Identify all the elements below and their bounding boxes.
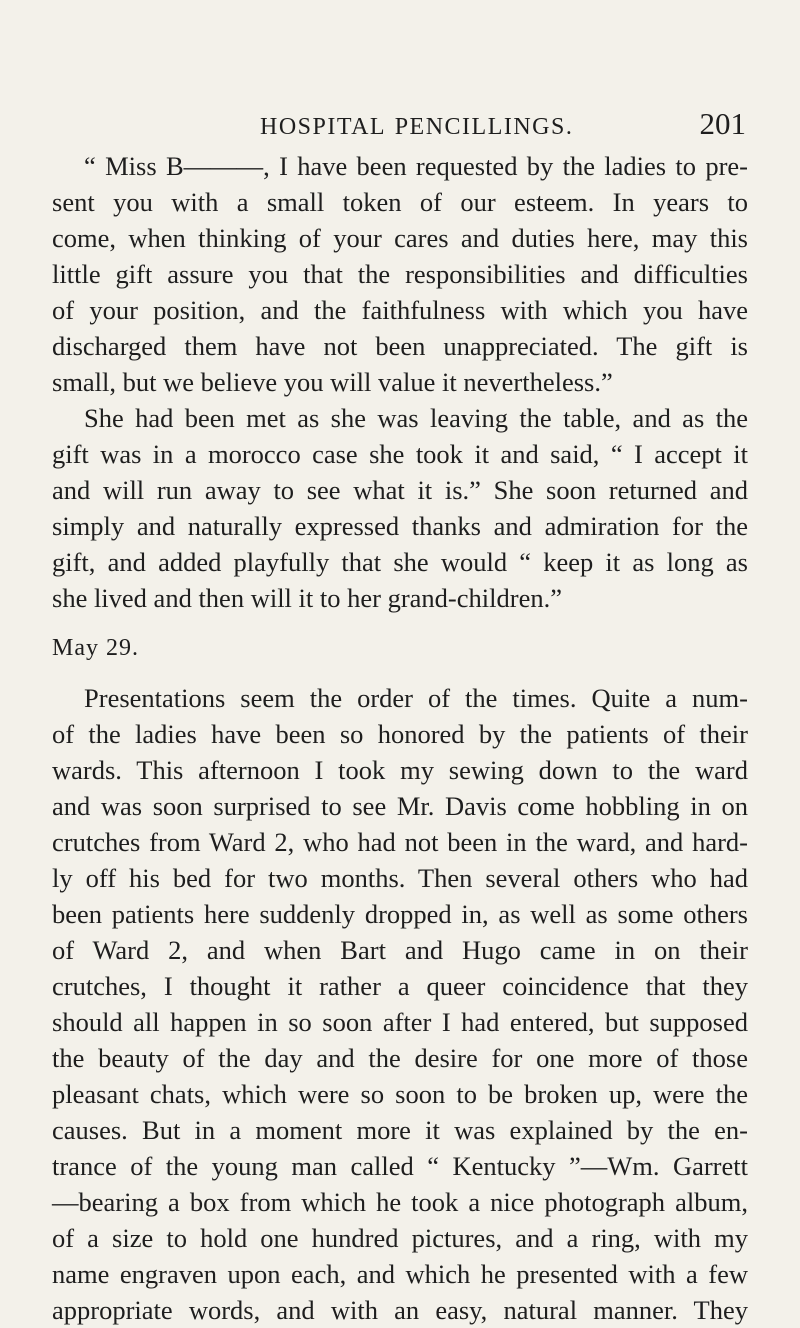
text-line: come, when thinking of your cares and duties here, may this xyxy=(52,223,748,253)
paragraph-presentations xyxy=(52,680,748,1328)
spacer xyxy=(52,666,748,680)
text-line: been patients here suddenly dropped in, as well as some others xyxy=(52,899,748,929)
text-line: gift was in a morocco case she took it and said, “ I accept it xyxy=(52,439,748,469)
text-line: of a size to hold one hundred pictures, and a ring, with my xyxy=(52,1223,748,1253)
text-line: the beauty of the day and the desire for one more of those xyxy=(52,1043,748,1073)
text-line: of the ladies have been so honored by the patients of their xyxy=(52,719,748,749)
text-line: simply and naturally expressed thanks and admiration for the xyxy=(52,511,748,541)
text-line: she lived and then will it to her grand-children.” xyxy=(52,583,562,613)
text-line: She had been met as she was leaving the table, and as the xyxy=(84,403,748,433)
body-text xyxy=(52,148,748,1328)
text-line: wards. This afternoon I took my sewing down to the ward xyxy=(52,755,748,785)
text-line: of your position, and the faithfulness with which you have xyxy=(52,295,748,325)
text-line: of Ward 2, and when Bart and Hugo came in on their xyxy=(52,935,748,965)
text-line: crutches, I thought it rather a queer coincidence that they xyxy=(52,971,748,1001)
text-line: sent you with a small token of our esteem. In years to xyxy=(52,187,748,217)
text-line: trance of the young man called “ Kentucky ”—Wm. Garrett xyxy=(52,1151,748,1181)
text-line: small, but we believe you will value it nevertheless.” xyxy=(52,367,613,397)
text-line: and was soon surprised to see Mr. Davis come hobbling in on xyxy=(52,791,748,821)
text-line: little gift assure you that the responsibilities and difficulties xyxy=(52,259,748,289)
text-line: —bearing a box from which he took a nice photograph album, xyxy=(52,1187,748,1217)
text-line: ly off his bed for two months. Then several others who had xyxy=(52,863,748,893)
page-header xyxy=(0,102,800,142)
text-line: crutches from Ward 2, who had not been in the ward, and hard- xyxy=(52,827,748,857)
text-line: pleasant chats, which were so soon to be broken up, were the xyxy=(52,1079,748,1109)
text-line: “ Miss B———, I have been requested by the ladies to pre- xyxy=(84,151,748,181)
text-line: discharged them have not been unappreciated. The gift is xyxy=(52,331,748,361)
paragraph-presentation xyxy=(52,400,748,616)
text-line: name engraven upon each, and which he presented with a few xyxy=(52,1259,748,1289)
page-number: 201 xyxy=(699,106,746,141)
text-line: Presentations seem the order of the times. Quite a num- xyxy=(84,683,748,713)
text-line: gift, and added playfully that she would “ keep it as long as xyxy=(52,547,748,577)
spacer xyxy=(52,616,748,630)
running-head: HOSPITAL PENCILLINGS. xyxy=(260,114,574,140)
date-heading: May 29. xyxy=(52,635,139,661)
text-line: appropriate words, and with an easy, natural manner. They xyxy=(52,1295,748,1325)
paragraph-letter-quote xyxy=(52,148,748,400)
text-line: and will run away to see what it is.” She soon returned and xyxy=(52,475,748,505)
text-line: causes. But in a moment more it was explained by the en- xyxy=(52,1115,748,1145)
text-line: should all happen in so soon after I had entered, but supposed xyxy=(52,1007,748,1037)
